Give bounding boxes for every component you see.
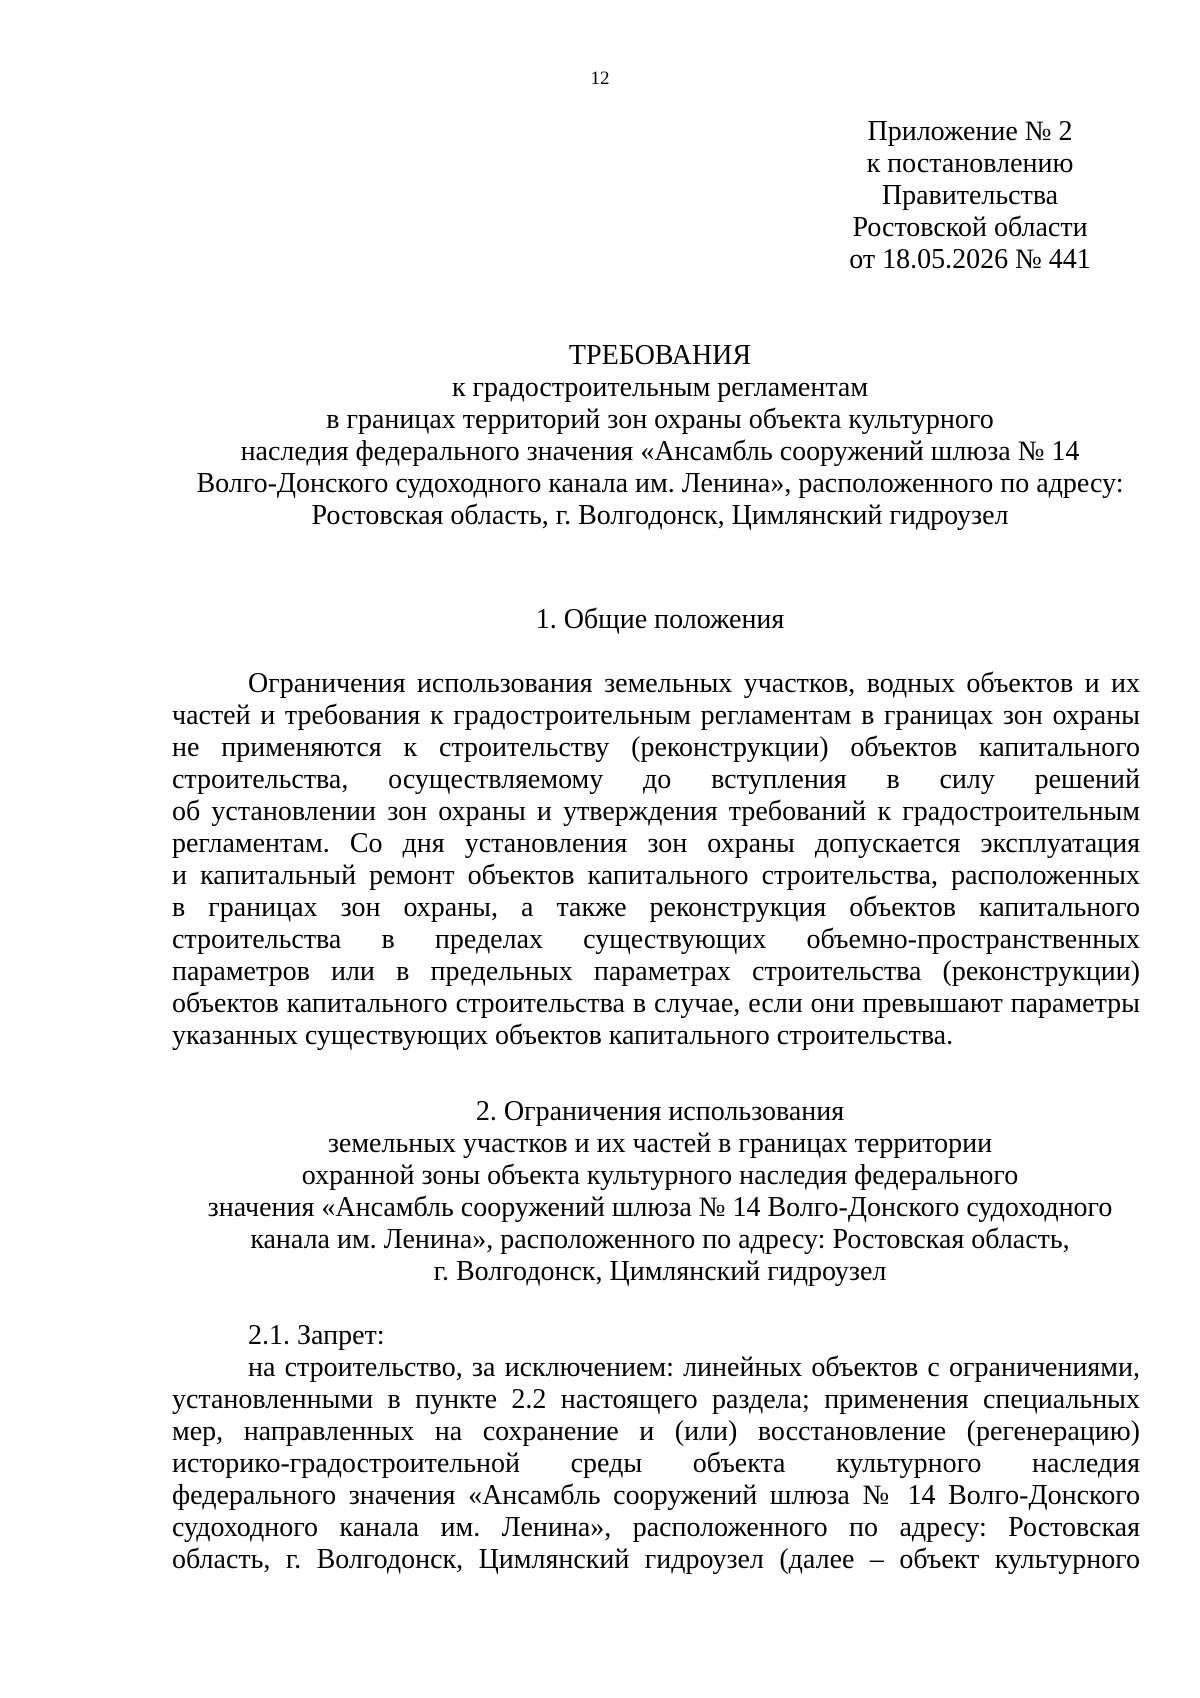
title-line: наследия федерального значения «Ансамбль сооружений шлюза № 14: [240, 436, 1080, 467]
section-heading-line: канала им. Ленина», расположенного по адресу: Ростовская область,: [250, 1224, 1070, 1255]
title-line: Волго-Донского судоходного канала им. Ленина», расположенного по адресу:: [196, 468, 1124, 499]
section-2-paragraph: [172, 1320, 1140, 1576]
paragraph-line: в границах зон охраны, а также реконструкция объектов капитального: [172, 892, 1140, 923]
appendix-line: от 18.05.2026 № 441: [849, 244, 1091, 275]
paragraph-line: строительства в пределах существующих объемно-пространственных: [172, 924, 1140, 955]
section-heading-line: 1. Общие положения: [535, 604, 785, 635]
paragraph-line: область, г. Волгодонск, Цимлянский гидроузел (далее – объект культурного: [172, 1544, 1140, 1575]
appendix-line: Ростовской области: [852, 212, 1088, 243]
paragraph-line: установленными в пункте 2.2 настоящего раздела; применения специальных: [172, 1384, 1140, 1415]
title-line: Ростовская область, г. Волгодонск, Цимлянский гидроузел: [311, 500, 1009, 531]
paragraph-line: на строительство, за исключением: линейных объектов с ограничениями,: [248, 1352, 1140, 1383]
paragraph-line: Ограничения использования земельных участков, водных объектов и их: [248, 668, 1140, 699]
section-heading-line: земельных участков и их частей в границах территории: [327, 1128, 993, 1159]
title-line: в границах территорий зон охраны объекта культурного: [326, 404, 994, 435]
document-title: [120, 340, 1200, 532]
appendix-line: Правительства: [881, 180, 1059, 211]
section-heading-line: значения «Ансамбль сооружений шлюза № 14 Волго-Донского судоходного: [207, 1192, 1113, 1223]
paragraph-line: историко-градостроительной среды объекта культурного наследия: [172, 1448, 1140, 1479]
appendix-block: [820, 116, 1120, 276]
section-heading-line: 2. Ограничения использования: [475, 1096, 845, 1127]
paragraph-line: не применяются к строительству (реконструкции) объектов капитального: [172, 732, 1140, 763]
paragraph-line: судоходного канала им. Ленина», расположенного по адресу: Ростовская: [172, 1512, 1140, 1543]
subsection-label: 2.1. Запрет:: [248, 1320, 385, 1351]
section-2-heading: [120, 1096, 1200, 1288]
title-heading: ТРЕБОВАНИЯ: [568, 340, 752, 371]
section-heading-line: г. Волгодонск, Цимлянский гидроузел: [433, 1256, 887, 1287]
section-heading-line: охранной зоны объекта культурного наследия федерального: [301, 1160, 1019, 1191]
appendix-line: Приложение № 2: [867, 116, 1073, 147]
paragraph-line: строительства, осуществляемому до вступления в силу решений: [172, 764, 1140, 795]
paragraph-line: регламентам. Со дня установления зон охраны допускается эксплуатация: [172, 828, 1140, 859]
appendix-line: к постановлению: [866, 148, 1074, 179]
paragraph-line: мер, направленных на сохранение и (или) восстановление (регенерацию): [172, 1416, 1140, 1447]
page-number: 12: [590, 68, 610, 89]
paragraph-line: об установлении зон охраны и утверждения требований к градостроительным: [172, 796, 1140, 827]
paragraph-line: и капитальный ремонт объектов капитального строительства, расположенных: [172, 860, 1140, 891]
paragraph-line: параметров или в предельных параметрах строительства (реконструкции): [172, 956, 1140, 987]
paragraph-line: указанных существующих объектов капитального строительства.: [172, 1020, 954, 1051]
paragraph-line: частей и требования к градостроительным регламентам в границах зон охраны: [172, 700, 1140, 731]
title-line: к градостроительным регламентам: [451, 372, 869, 403]
section-1-paragraph: [172, 668, 1140, 1052]
paragraph-line: объектов капитального строительства в случае, если они превышают параметры: [172, 988, 1140, 1019]
paragraph-line: федерального значения «Ансамбль сооружений шлюза № 14 Волго-Донского: [172, 1480, 1140, 1511]
section-1-heading: [120, 604, 1200, 636]
